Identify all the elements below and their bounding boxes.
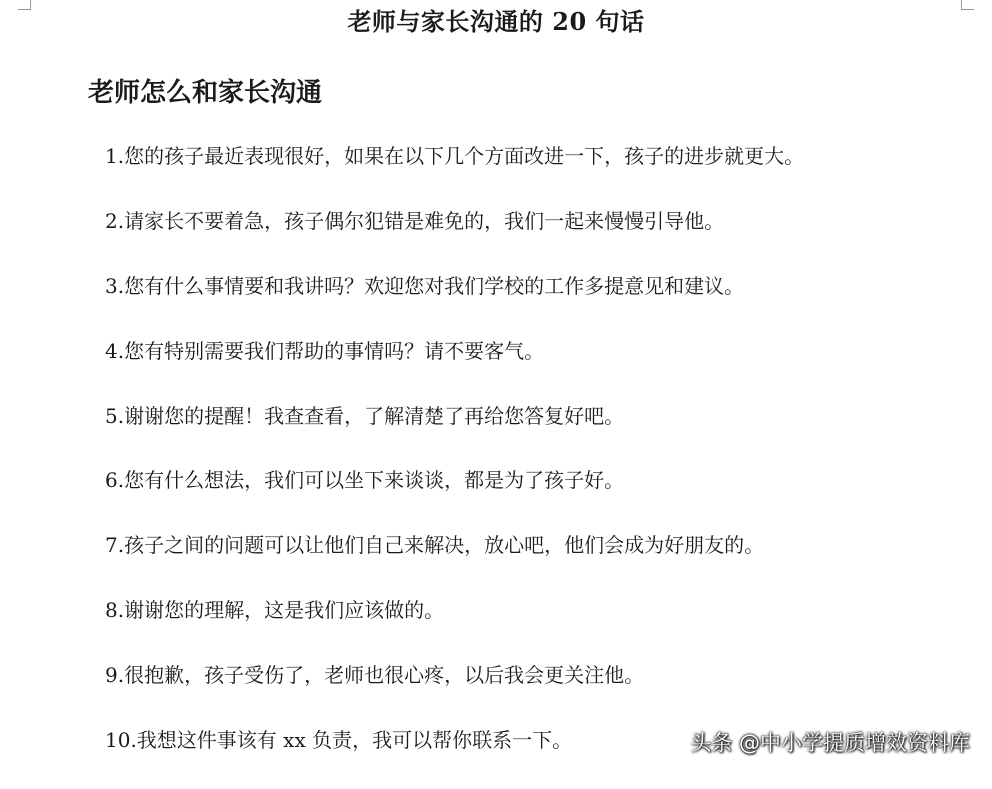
list-item: 8.谢谢您的理解，这是我们应该做的。 (105, 598, 445, 623)
list-item: 3.您有什么事情要和我讲吗？欢迎您对我们学校的工作多提意见和建议。 (105, 273, 745, 298)
section-heading: 老师怎么和家长沟通 (88, 78, 323, 108)
phrase-list (105, 140, 804, 789)
document-title: 老师与家长沟通的 20 句话 (347, 7, 645, 36)
list-item: 7.孩子之间的问题可以让他们自己来解决，放心吧，他们会成为好朋友的。 (105, 533, 765, 558)
list-item: 1.您的孩子最近表现很好，如果在以下几个方面改进一下，孩子的进步就更大。 (105, 144, 805, 168)
list-item: 2.请家长不要着急，孩子偶尔犯错是难免的，我们一起来慢慢引导他。 (105, 208, 725, 233)
list-item: 10.我想这件事该有 xx 负责，我可以帮你联系一下。 (105, 728, 573, 753)
list-item: 5.谢谢您的提醒！我查查看，了解清楚了再给您答复好吧。 (105, 403, 625, 428)
watermark-text: 头条 @中小学提质增效资料库 (690, 731, 970, 755)
list-item: 6.您有什么想法，我们可以坐下来谈谈，都是为了孩子好。 (105, 468, 625, 493)
list-item: 4.您有特别需要我们帮助的事情吗？请不要客气。 (105, 338, 545, 363)
list-item: 9.很抱歉，孩子受伤了，老师也很心疼，以后我会更关注他。 (105, 663, 645, 688)
